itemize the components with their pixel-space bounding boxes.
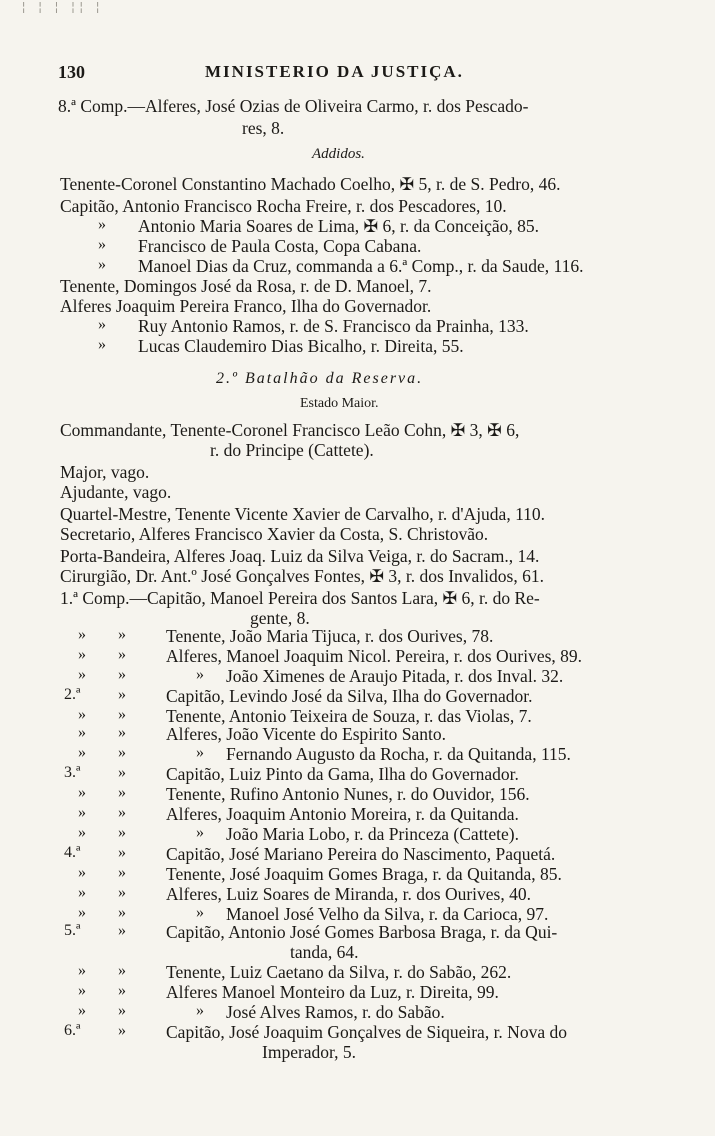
entry-line: João Maria Lobo, r. da Princeza (Cattete). (226, 824, 520, 844)
company-number: 4.ª (64, 844, 81, 861)
ditto-mark: » (118, 686, 126, 703)
entry-line: Capitão, Levindo José da Silva, Ilha do Governador. (166, 686, 533, 706)
entry-line: Tenente, Domingos José da Rosa, r. de D. Manoel, 7. (60, 276, 432, 296)
entry-line: Porta-Bandeira, Alferes Joaq. Luiz da Silva Veiga, r. do Sacram., 14. (60, 546, 540, 566)
entry-line: Quartel-Mestre, Tenente Vicente Xavier de Carvalho, r. d'Ajuda, 110. (60, 504, 546, 524)
entry-line: Major, vago. (60, 462, 150, 482)
entry-line: Capitão, José Joaquim Gonçalves de Siqueira, r. Nova do (166, 1022, 567, 1042)
entry-line: Secretario, Alferes Francisco Xavier da Costa, S. Christovão. (60, 524, 489, 544)
scan-artifact: ¦ ¦ ¦ ¦¦ ¦ (20, 0, 103, 14)
subsection-heading: Estado Maior. (300, 396, 379, 411)
entry-line: Alferes, Manoel Joaquim Nicol. Pereira, r. dos Ourives, 89. (166, 646, 583, 666)
ditto-mark: » (118, 962, 126, 979)
ditto-mark: » (118, 922, 126, 939)
entry-line: Manoel José Velho da Silva, r. da Carioca, 97. (226, 904, 549, 924)
section-heading: 2.º Batalhão da Reserva. (216, 370, 424, 387)
entry-line: Cirurgião, Dr. Ant.º José Gonçalves Fontes, ✠ 3, r. dos Invalidos, 61. (60, 566, 544, 586)
ditto-mark: » (118, 724, 126, 741)
ditto-mark: » (118, 666, 126, 683)
ditto-mark: » (118, 1002, 126, 1019)
entry-line: Alferes Manoel Monteiro da Luz, r. Direita, 99. (166, 982, 499, 1002)
entry-line: Antonio Maria Soares de Lima, ✠ 6, r. da Conceição, 85. (138, 216, 540, 236)
entry-line: 1.ª Comp.—Capitão, Manoel Pereira dos Santos Lara, ✠ 6, r. do Re- (60, 588, 540, 608)
ditto-mark: » (78, 724, 86, 741)
ditto-mark: » (98, 336, 106, 353)
entry-line: Tenente, Antonio Teixeira de Souza, r. das Violas, 7. (166, 706, 532, 726)
ditto-mark: » (196, 1002, 204, 1019)
entry-line: Alferes, João Vicente do Espirito Santo. (166, 724, 447, 744)
ditto-mark: » (78, 626, 86, 643)
entry-line: Alferes, Luiz Soares de Miranda, r. dos Ourives, 40. (166, 884, 531, 904)
entry-line: Tenente, José Joaquim Gomes Braga, r. da Quitanda, 85. (166, 864, 562, 884)
ditto-mark: » (78, 864, 86, 881)
continuation-line: Imperador, 5. (262, 1042, 357, 1062)
continuation-line: r. do Principe (Cattete). (210, 440, 374, 460)
ditto-mark: » (78, 824, 86, 841)
page-title: MINISTERIO DA JUSTIÇA. (205, 62, 464, 81)
company-number: 3.ª (64, 764, 81, 781)
ditto-mark: » (98, 216, 106, 233)
ditto-mark: » (78, 804, 86, 821)
entry-line: Ruy Antonio Ramos, r. de S. Francisco da Prainha, 133. (138, 316, 529, 336)
entry-line: 8.ª Comp.—Alferes, José Ozias de Oliveira Carmo, r. dos Pescado- (58, 96, 529, 116)
ditto-mark: » (118, 646, 126, 663)
entry-line: Capitão, Luiz Pinto da Gama, Ilha do Governador. (166, 764, 519, 784)
company-number: 5.ª (64, 922, 81, 939)
ditto-mark: » (118, 824, 126, 841)
continuation-line: res, 8. (242, 118, 285, 138)
entry-line: Lucas Claudemiro Dias Bicalho, r. Direita, 55. (138, 336, 464, 356)
ditto-mark: » (118, 706, 126, 723)
ditto-mark: » (78, 666, 86, 683)
ditto-mark: » (118, 884, 126, 901)
ditto-mark: » (118, 764, 126, 781)
ditto-mark: » (98, 316, 106, 333)
company-number: 2.ª (64, 686, 81, 703)
ditto-mark: » (118, 744, 126, 761)
ditto-mark: » (78, 646, 86, 663)
entry-line: Tenente, Luiz Caetano da Silva, r. do Sabão, 262. (166, 962, 512, 982)
page-number: 130 (58, 62, 85, 82)
company-number: 6.ª (64, 1022, 81, 1039)
ditto-mark: » (78, 744, 86, 761)
entry-line: Capitão, Antonio José Gomes Barbosa Braga, r. da Qui- (166, 922, 558, 942)
entry-line: Alferes, Joaquim Antonio Moreira, r. da Quitanda. (166, 804, 519, 824)
ditto-mark: » (196, 744, 204, 761)
ditto-mark: » (118, 626, 126, 643)
ditto-mark: » (118, 904, 126, 921)
section-heading: Addidos. (312, 146, 365, 162)
entry-line: Tenente-Coronel Constantino Machado Coelho, ✠ 5, r. de S. Pedro, 46. (60, 174, 561, 194)
entry-line: Ajudante, vago. (60, 482, 172, 502)
continuation-line: tanda, 64. (290, 942, 359, 962)
entry-line: Francisco de Paula Costa, Copa Cabana. (138, 236, 422, 256)
entry-line: Tenente, Rufino Antonio Nunes, r. do Ouvidor, 156. (166, 784, 530, 804)
entry-line: José Alves Ramos, r. do Sabão. (226, 1002, 445, 1022)
entry-line: Tenente, João Maria Tijuca, r. dos Ourives, 78. (166, 626, 494, 646)
ditto-mark: » (78, 784, 86, 801)
entry-line: Alferes Joaquim Pereira Franco, Ilha do Governador. (60, 296, 432, 316)
ditto-mark: » (118, 804, 126, 821)
continuation-line: gente, 8. (250, 608, 310, 628)
ditto-mark: » (78, 982, 86, 999)
ditto-mark: » (78, 706, 86, 723)
ditto-mark: » (98, 236, 106, 253)
entry-line: João Ximenes de Araujo Pitada, r. dos Inval. 32. (226, 666, 564, 686)
ditto-mark: » (78, 884, 86, 901)
entry-line: Manoel Dias da Cruz, commanda a 6.ª Comp., r. da Saude, 116. (138, 256, 584, 276)
entry-line: Fernando Augusto da Rocha, r. da Quitanda, 115. (226, 744, 571, 764)
ditto-mark: » (98, 256, 106, 273)
ditto-mark: » (78, 962, 86, 979)
ditto-mark: » (196, 666, 204, 683)
ditto-mark: » (118, 784, 126, 801)
ditto-mark: » (196, 904, 204, 921)
ditto-mark: » (118, 844, 126, 861)
ditto-mark: » (118, 1022, 126, 1039)
ditto-mark: » (118, 982, 126, 999)
ditto-mark: » (196, 824, 204, 841)
ditto-mark: » (118, 864, 126, 881)
entry-line: Commandante, Tenente-Coronel Francisco Leão Cohn, ✠ 3, ✠ 6, (60, 420, 520, 440)
ditto-mark: » (78, 904, 86, 921)
ditto-mark: » (78, 1002, 86, 1019)
entry-line: Capitão, José Mariano Pereira do Nascimento, Paquetá. (166, 844, 556, 864)
entry-line: Capitão, Antonio Francisco Rocha Freire, r. dos Pescadores, 10. (60, 196, 507, 216)
